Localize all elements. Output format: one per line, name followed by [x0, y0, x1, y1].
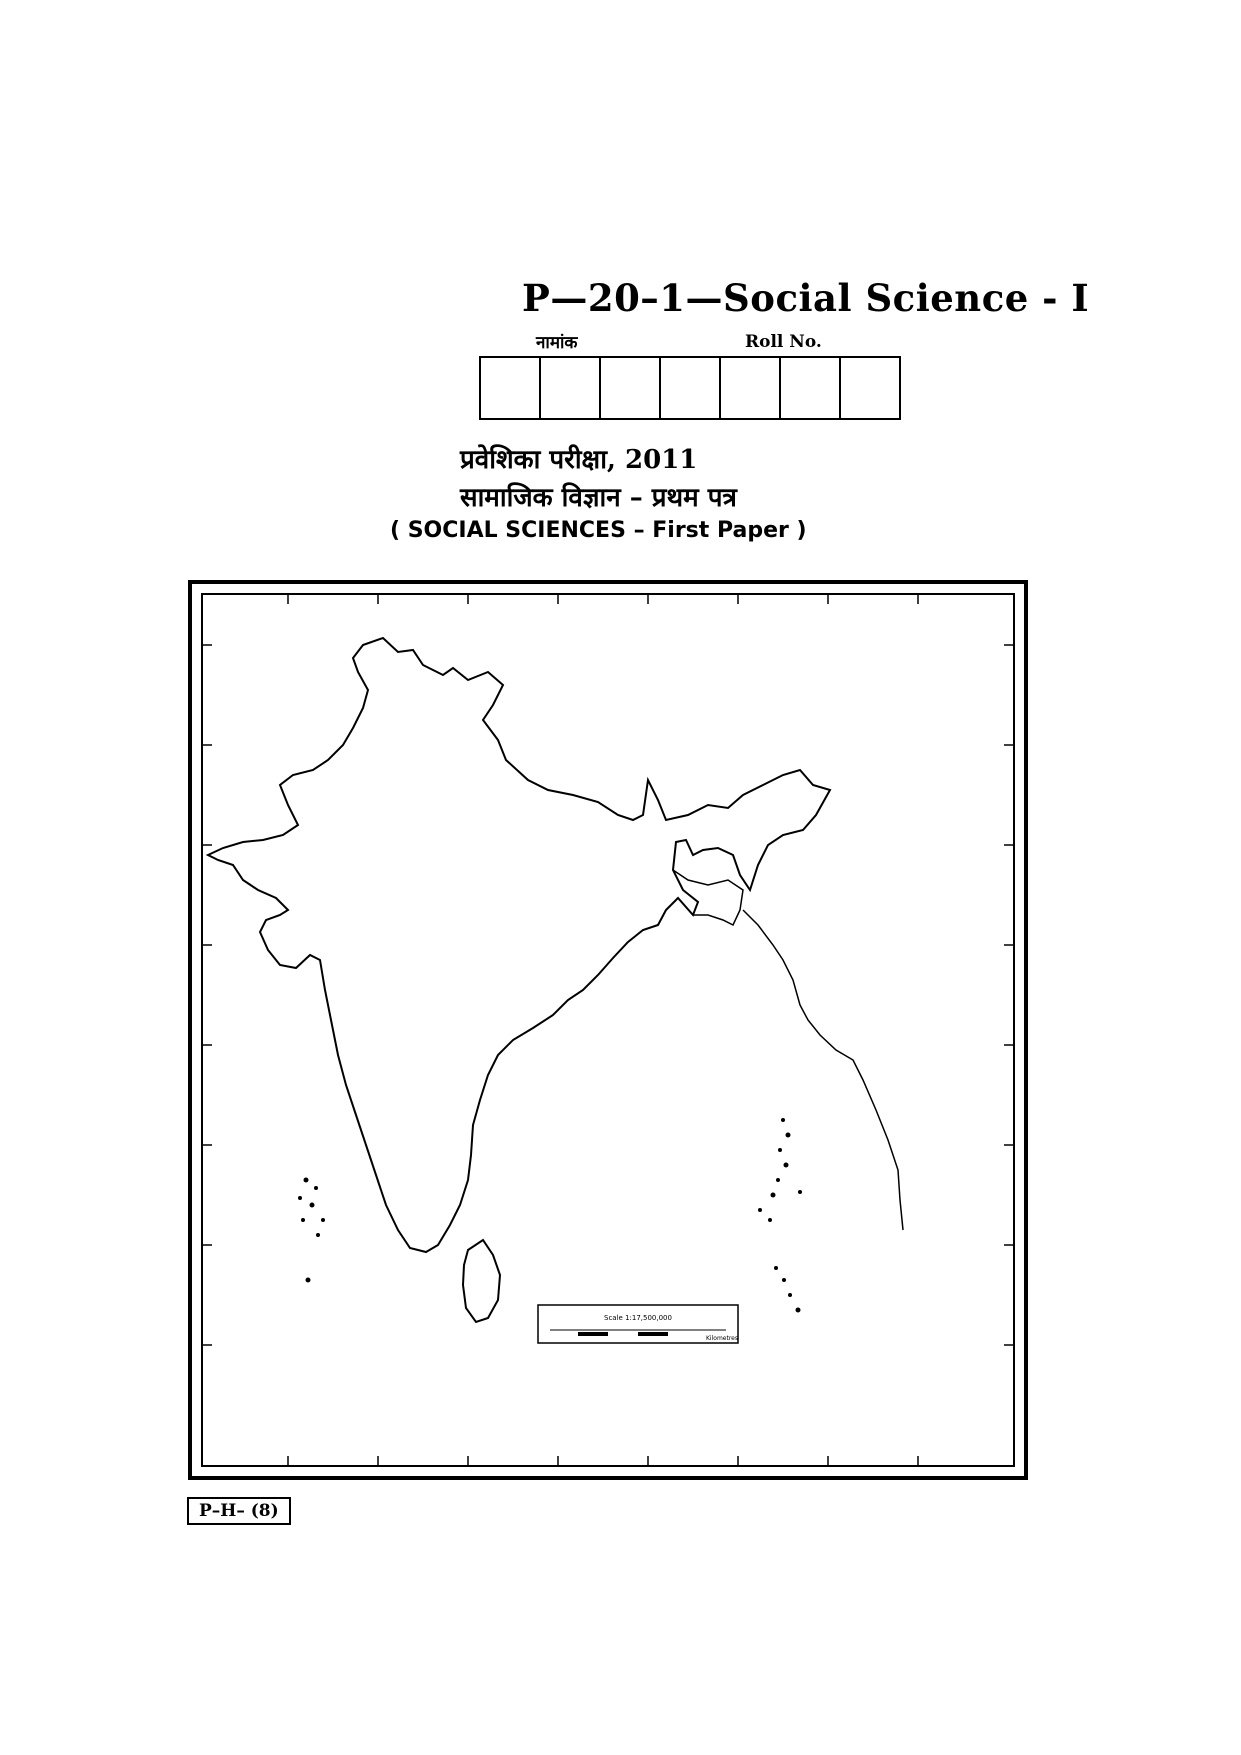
exam-name-hindi: प्रवेशिका परीक्षा, 2011: [460, 445, 698, 475]
lakshadweep-islands: [298, 1178, 325, 1283]
india-mainland-outline: [208, 638, 830, 1252]
sri-lanka-outline: [463, 1240, 500, 1322]
india-outline-map: [188, 580, 1028, 1480]
map-scale-bar: [538, 1305, 738, 1343]
paper-title: P—20–1—Social Science - I: [522, 276, 1090, 320]
myanmar-coast: [743, 910, 903, 1230]
roll-number-boxes: [479, 356, 901, 420]
roll-label-hindi: नामांक: [536, 333, 578, 353]
scale-ratio-text: Scale 1:17,500,000: [604, 1314, 672, 1322]
footer-page-code: P–H– (8): [187, 1497, 291, 1525]
roll-digit-box[interactable]: [601, 358, 661, 418]
roll-label-english: Roll No.: [745, 332, 822, 352]
subject-hindi: सामाजिक विज्ञान – प्रथम पत्र: [460, 483, 737, 513]
roll-digit-box[interactable]: [541, 358, 601, 418]
roll-digit-box[interactable]: [841, 358, 899, 418]
bangladesh-border: [673, 870, 743, 925]
roll-digit-box[interactable]: [721, 358, 781, 418]
andaman-nicobar-islands: [758, 1118, 802, 1313]
subject-english: ( SOCIAL SCIENCES – First Paper ): [390, 518, 807, 543]
scale-units-text: Kilometres: [706, 1335, 738, 1342]
roll-digit-box[interactable]: [661, 358, 721, 418]
roll-digit-box[interactable]: [481, 358, 541, 418]
roll-digit-box[interactable]: [781, 358, 841, 418]
